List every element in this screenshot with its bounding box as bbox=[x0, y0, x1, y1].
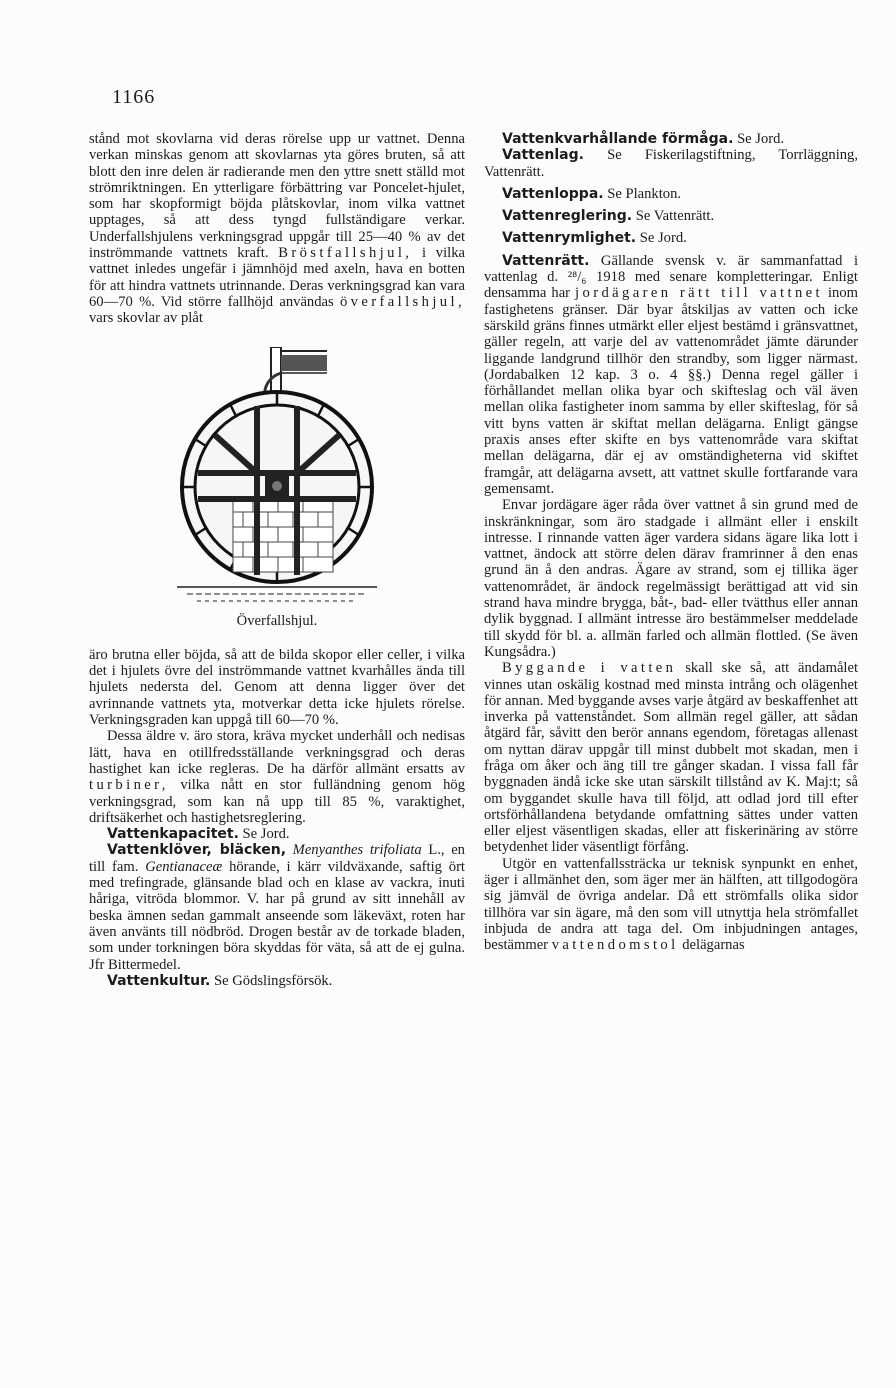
page-number: 1166 bbox=[112, 86, 156, 108]
right-column bbox=[484, 131, 858, 954]
entry-head: Vattenloppa. bbox=[502, 185, 604, 202]
paragraph: Byggande i vatten skall ske så, att ändamålet vinnes utan oskälig kostnad med minsta intrång och olägenhet för annan. Med byggande avses varje åtgärd av beskaffenhet att inverka på vattenståndet. Som allmän regel gäller, att sådan åtgärd får, såvitt den berör annans egendom, företagas allenast om nyttan därav uppgår till minst dubbelt mot skadan, men i fråga om åker och äng till tre gånger skadan. I vissa fall får byggnaden ändå icke ske utan särskilt tillstånd av K. Maj:t; så om byggandet skulle hava till följd, att odlad jord till efter ortsförhållandena betydande omfattning sättes under vatten eller eljest väsentligen skadas, eller att fiskerinäring av större betydenhet lider väsentligt förfång. bbox=[484, 660, 859, 856]
entry-vattenloppa: Vattenloppa. Se Plankton. bbox=[502, 185, 682, 202]
paragraph: äro brutna eller böjda, så att de bilda skopor eller celler, i vilka det i hjulets övre del inströmmande vattnet kvarhålles ända till hjulets nedersta del. Genom att denna ligger över det avrinnande vattnets yta, motverkar detta icke hjulets rörelse. Verkningsgraden kan uppgå till 60—70 %. bbox=[89, 646, 465, 729]
entry-head: Vattenlag. bbox=[502, 147, 584, 164]
paragraph: Utgör en vattenfallssträcka ur teknisk synpunkt en enhet, äger i allmänhet den, som äger mer än hälften, att tillgodogöra sig jämväl de övriga andelar. Då ett strömfalls olika sidor tillhöra var sin ägare, må den som vill utnyttja hela strömfallet inbjuda de andra att taga del. Om inbjudningen antages, bestämmer vattendomstol delägarnas bbox=[484, 855, 858, 954]
entry-head: Vattenkultur. bbox=[107, 972, 211, 989]
spaced-term: Byggande i vatten bbox=[502, 660, 677, 677]
entry-head: Vattenklöver, bläcken, bbox=[107, 842, 287, 859]
left-column bbox=[89, 131, 465, 989]
entry-vattenklover: Vattenklöver, bläcken, Menyanthes trifoliata L., en till fam. Gentianaceæ hörande, i kärr vildväxande, saftig ört med trefingrade, glänsande blad och en klase av vackra, inuti håriga, vitröda blommor. V. har på grund av sitt innehåll av beska ämnen sedan gammalt anseende som läkeväxt, roten har även använts till nödbröd. Drogen består av de torkade bladen, som under torkningen böra skyddas för väta, så att de ej gulna. Jfr Bittermedel. bbox=[89, 842, 465, 973]
figure-caption: Överfallshjul. bbox=[236, 612, 318, 629]
entry-vattenreglering: Vattenreglering. Se Vattenrätt. bbox=[502, 208, 715, 225]
spaced-term: turbiner, bbox=[89, 777, 169, 794]
spaced-term: vattendomstol bbox=[551, 937, 679, 954]
spaced-term: överfallshjul, bbox=[339, 293, 465, 310]
entry-head: Vattenrymlighet. bbox=[502, 230, 637, 247]
entry-vattenkapacitet: Vattenkapacitet. Se Jord. bbox=[107, 826, 290, 843]
entry-vattenkvarhallande: Vattenkvarhållande förmåga. Se Jord. bbox=[502, 131, 785, 147]
entry-head: Vattenreglering. bbox=[502, 208, 633, 225]
overshot-waterwheel-figure bbox=[89, 347, 465, 607]
entry-head: Vattenkapacitet. bbox=[107, 826, 239, 843]
entry-head: Vattenkvarhållande förmåga. bbox=[502, 131, 734, 147]
waterwheel-illustration bbox=[177, 347, 377, 607]
entry-vattenkultur: Vattenkultur. Se Gödslingsförsök. bbox=[107, 972, 333, 989]
spaced-term: jordägaren rätt till vattnet bbox=[575, 285, 823, 302]
paragraph: Dessa äldre v. äro stora, kräva mycket underhåll och nedisas lätt, hava en otillfredsställande verkningsgrad och deras hastighet kan icke regleras. De ha därför allmänt ersatts av turbiner, vilka nått en stor fulländning genom hög verkningsgrad, som kan nå upp till 85 %, varaktighet, driftsäkerhet och hastighetsreglering. bbox=[89, 728, 465, 826]
entry-head: Vattenrätt. bbox=[502, 252, 590, 269]
entry-vattenrymlighet: Vattenrymlighet. Se Jord. bbox=[502, 230, 687, 247]
entry-vattenlag: Vattenlag. Se Fiskerilagstiftning, Torrläggning, Vattenrätt. bbox=[484, 147, 858, 180]
paragraph: Envar jordägare äger råda över vattnet å sin grund med de inskränkningar, som äro stadgade i allmänt eller i enskilt intresse. I rinnande vatten äger vardera sidans ägare lika lott i vattnet, ändock att större delen därav framrinner å den enas grund än å den andras. Ägare av strand, som ej tillika äger vattenområdet, är ändock regelmässigt berättigad att vid sin strand hava mindre brygga, båt-, bad- eller tvätthus eller annan dylik byggnad. I allmänt intresse äro bestämmelser meddelade till skydd för bl. a. allmän farled och allmän flottled. (Se även Kungsådra.) bbox=[484, 497, 858, 660]
spaced-term: Bröstfallshjul, bbox=[278, 245, 413, 262]
entry-vattenratt: Vattenrätt. Gällande svensk v. är sammanfattad i vattenlag d. ²⁸/₆ 1918 med senare kompletteringar. Enligt densamma har jordägaren rätt till vattnet inom fastighetens gränser. Där byar åtskiljas av vatten och icke särskild gräns finnes utmärkt eller eljest bestämd i gränsvattnet, gäller regeln, att varje del av vattenområdet jämte därunder liggande landgrund tillhör den strandby, som ligger närmast. (Jordabalken 12 kap. 3 o. 4 §§.) Denna regel gäller i förhållandet mellan olika byar och skifteslag och väl även mellan olika fastigheter inom samma by eller skifteslag, för så vitt byns vatten är skiftat mellan delägarna. Enligt gängse praxis anses efter skifte en bys vattenområde vara skiftat mellan delägarna, där ej av omständigheterna vid skiftet framgår, att delägarna avsett, att vattnet skulle fortfarande vara gemensamt. bbox=[484, 252, 859, 497]
paragraph: stånd mot skovlarna vid deras rörelse upp ur vattnet. Denna verkan minskas genom att skovlarnas yta göres bruten, så att blott den inre delen är radierande men den yttre snett ställd mot strömriktningen. En ytterligare förbättring var Poncelet-hjulet, som har skopformigt böjda plåtskovlar, inom vilka vattnet upptages, så att dess tyngd fullständigare verkar. Underfallshjulens verkningsgrad uppgår till 25—40 % av det inströmmande vattnets kraft. Bröstfallshjul, i vilka vattnet inledes ungefär i jämnhöjd med axeln, hava en botten för att hindra vattnets utrinnande. Deras verkningsgrad kan vara 60—70 %. Vid större fallhöjd användas överfallshjul, vars skovlar av plåt bbox=[89, 131, 465, 327]
